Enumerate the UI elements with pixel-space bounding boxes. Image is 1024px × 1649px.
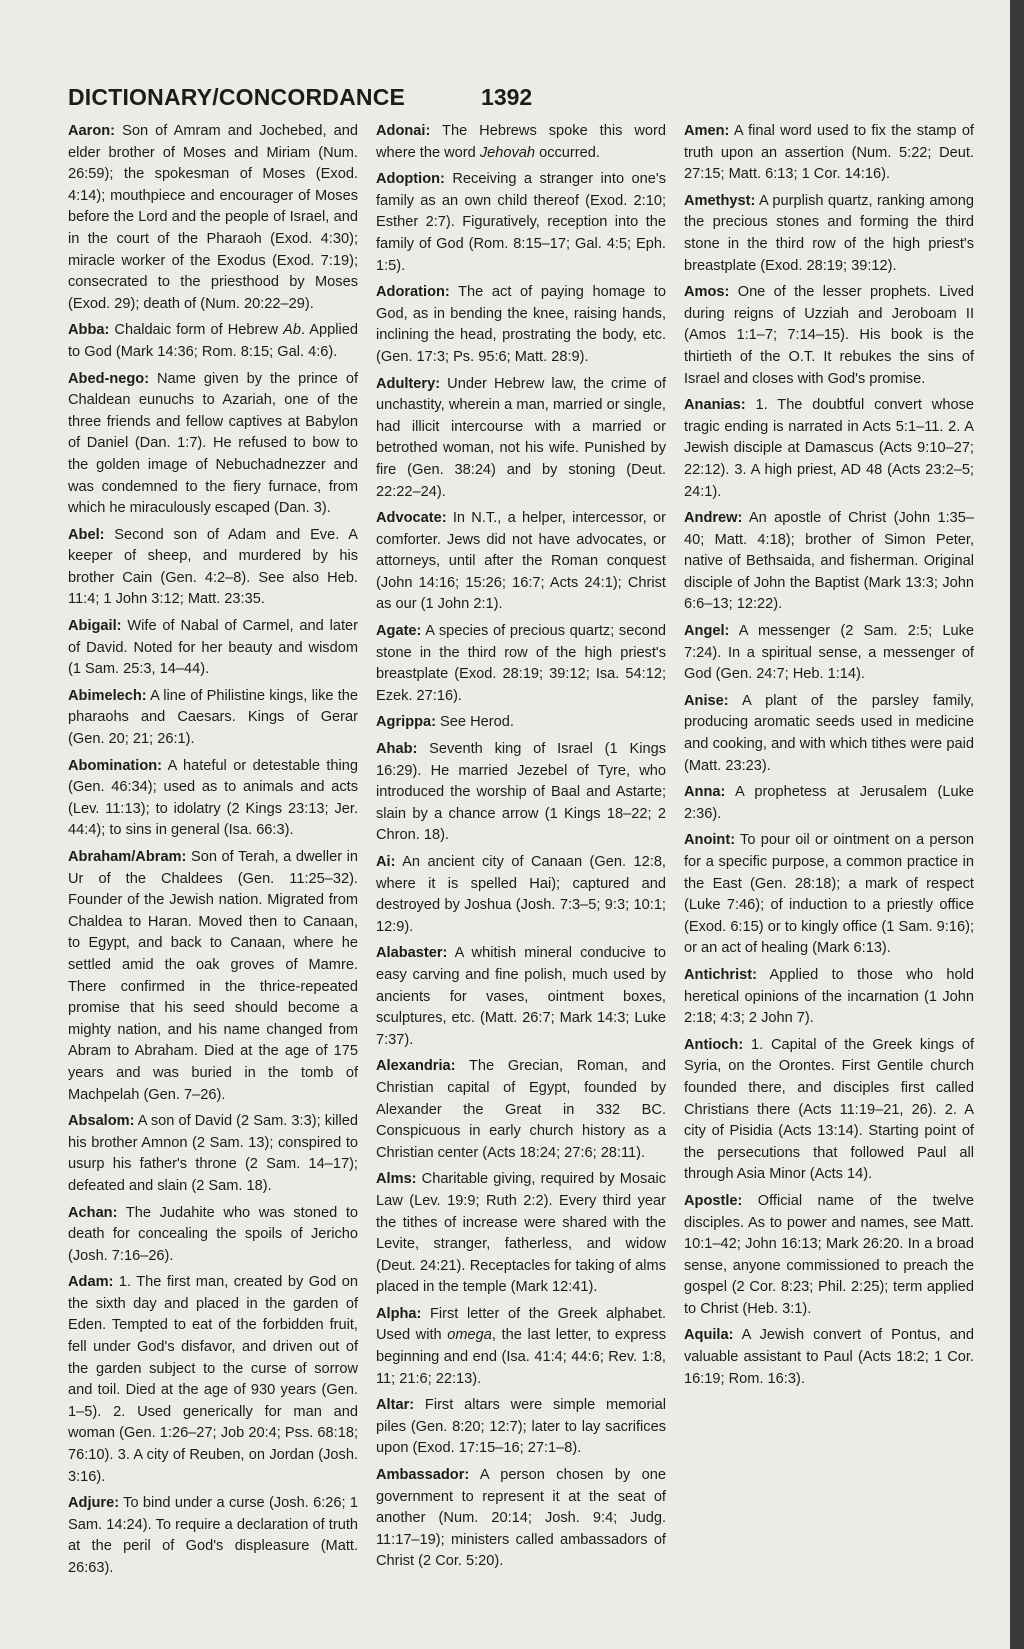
entry-definition: Son of Terah, a dweller in Ur of the Chaldees (Gen. 11:25–32). Founder of the Jewish nation. Migrated from Chaldea to Haran. Moved then to Canaan, to Egypt, and back to Canaan, where he settled amid the oak groves of Mamre. There confirmed in the thrice-repeated promise that his seed should become a mighty nation, and his name changed from Abram to Abraham. Died at the age of 175 years and was buried in the tomb of Machpelah (Gen. 7–26). [68,849,358,1103]
entry-definition: An ancient city of Canaan (Gen. 12:8, where it is spelled Hai); captured and destroyed by Joshua (Josh. 7:3–5; 9:3; 10:1; 12:9). [376,854,666,935]
dictionary-entry [684,782,974,825]
entry-definition: Applied to those who hold heretical opinions of the incarnation (1 John 2:18; 4:3; 2 John 7). [684,966,974,1027]
entry-term: Abigail: [68,618,122,635]
entry-definition: To bind under a curse (Josh. 6:26; 1 Sam. 14:24). To require a declaration of truth at the peril of God's displeasure (Matt. 26:63). [68,1495,358,1576]
entry-definition: A prophetess at Jerusalem (Luke 2:36). [684,784,974,822]
page-number: 1392 [481,84,533,110]
entry-term: Aquila: [684,1327,734,1344]
dictionary-entry [376,739,666,847]
entries-columns [68,121,974,1591]
entry-definition: A person chosen by one government to represent it at the seat of another (Num. 20:14; Josh. 9:4; Judg. 11:17–19); ministers called ambassadors of Christ (2 Cor. 5:20). [376,1467,666,1570]
dictionary-entry [68,1203,358,1268]
entry-term: Amethyst: [684,192,756,209]
dictionary-entry [684,282,974,390]
entry-definition: Under Hebrew law, the crime of unchastity, wherein a man, married or single, had illicit intercourse with a married or betrothed woman, not his wife. Punished by fire (Gen. 38:24) and by stoning (Deut. 22:22–24). [376,375,666,500]
entry-term: Alms: [376,1171,417,1188]
page-header [68,84,974,111]
entry-term: Adoption: [376,171,445,188]
entry-definition: One of the lesser prophets. Lived during reigns of Uzziah and Jeroboam II (Amos 1:1–7; 7:14–15). His book is the thirtieth of the O.T. It rebukes the sins of Israel and closes with God's promise. [684,284,974,387]
entry-term: Ambassador: [376,1467,470,1484]
entry-term: Adam: [68,1274,114,1291]
entry-term: Adonai: [376,123,431,139]
entry-term: Agate: [376,623,422,640]
entry-term: Achan: [68,1204,118,1221]
entry-term: Apostle: [684,1192,743,1209]
entry-definition: A hateful or detestable thing (Gen. 46:34); used as to animals and acts (Lev. 11:13); to idolatry (2 Kings 23:13; Jer. 44:4); to sins in general (Isa. 66:3). [68,757,358,839]
entry-term: Advocate: [376,510,447,527]
dictionary-entry [68,686,358,751]
entry-definition: A line of Philistine kings, like the pharaohs and Caesars. Kings of Gerar (Gen. 20; 21; 26:1). [68,687,358,748]
dictionary-entry [68,756,358,842]
dictionary-entry [376,852,666,938]
dictionary-entry [68,1272,358,1488]
dictionary-entry [684,191,974,277]
entry-definition: Seventh king of Israel (1 Kings 16:29). He married Jezebel of Tyre, who introduced the worship of Baal and Astarte; slain by a chance arrow (1 Kings 18–22; 2 Chron. 18). [376,741,666,844]
entry-definition: Charitable giving, required by Mosaic Law (Lev. 19:9; Ruth 2:2). Every third year the tithes of increase were shared with the Levite, stranger, fatherless, and widow (Deut. 24:21). Receptacles for taking of alms placed in the temple (Mark 12:41). [376,1171,666,1296]
entry-definition: The Grecian, Roman, and Christian capital of Egypt, founded by Alexander the Great in 332 BC. Conspicuous in early church history as a Christian center (Acts 18:24; 27:6; 28:11). [376,1058,666,1161]
entry-term: Absalom: [68,1113,135,1130]
dictionary-entry [376,169,666,277]
dictionary-entry [684,691,974,777]
entry-definition: A species of precious quartz; second stone in the third row of the high priest's breastplate (Exod. 28:19; 39:12; Isa. 54:12; Ezek. 27:16). [376,623,666,704]
entry-term: Anna: [684,784,726,801]
page-title: DICTIONARY/CONCORDANCE [68,84,406,110]
entry-definition: Second son of Adam and Eve. A keeper of sheep, and murdered by his brother Cain (Gen. 4:2–8). See also Heb. 11:4; 1 John 3:12; Matt. 23:35. [68,526,358,608]
dictionary-entry [376,1465,666,1573]
entry-term: Anoint: [684,832,736,849]
entry-definition: 1. The doubtful convert whose tragic ending is narrated in Acts 5:1–11. 2. A Jewish disciple at Damascus (Acts 9:10–27; 22:12). 3. A high priest, AD 48 (Acts 23:2–5; 24:1). [684,397,974,500]
entry-definition: A messenger (2 Sam. 2:5; Luke 7:24). In a spiritual sense, a messenger of God (Gen. 24:7; Heb. 1:14). [684,623,974,683]
entry-term: Antioch: [684,1036,744,1053]
dictionary-entry [376,282,666,368]
entry-term: Abraham/Abram: [68,849,187,865]
entry-term: Alpha: [376,1305,422,1322]
entry-term: Angel: [684,623,730,640]
dictionary-entry [684,395,974,503]
dictionary-entry [376,374,666,504]
entry-term: Abed-nego: [68,370,150,387]
dictionary-entry [684,621,974,686]
entry-term: Alexandria: [376,1058,456,1075]
entry-term: Adjure: [68,1495,120,1512]
entry-definition: 1. Capital of the Greek kings of Syria, on the Orontes. First Gentile church founded there, and disciples first called Christians there (Acts 11:19–21, 26). 2. A city of Pisidia (Acts 13:14). Starting point of the persecutions that followed Paul all through Asia Minor (Acts 14). [684,1036,974,1183]
entry-term: Abimelech: [68,687,147,704]
entry-term: Andrew: [684,510,743,527]
entry-definition: Wife of Nabal of Carmel, and later of David. Noted for her beauty and wisdom (1 Sam. 25:3, 14–44). [68,618,358,678]
entry-term: Aaron: [68,123,116,139]
dictionary-entry [68,1111,358,1197]
entry-term: Abel: [68,526,105,543]
entry-definition: The Hebrews spoke this word where the word Jehovah occurred. [376,123,666,161]
dictionary-entry [376,1169,666,1299]
entry-definition: A final word used to fix the stamp of truth upon an assertion (Num. 5:22; Deut. 27:15; Matt. 6:13; 1 Cor. 14:16). [684,123,974,183]
entry-definition: First letter of the Greek alphabet. Used with omega, the last letter, to express beginning and end (Isa. 41:4; 44:6; Rev. 1:8, 11; 21:6; 22:13). [376,1305,666,1387]
entry-term: Ananias: [684,397,746,414]
dictionary-entry [68,616,358,681]
entry-term: Amen: [684,123,730,139]
dictionary-entry [684,965,974,1030]
entry-definition: Name given by the prince of Chaldean eunuchs to Azariah, one of the three friends and fellow captives at Babylon of Daniel (Dan. 1:7). He refused to bow to the golden image of Nebuchadnezzer and was condemned to the fiery furnace, from which he miraculously escaped (Dan. 3). [68,370,358,517]
dictionary-entry [684,121,974,186]
dictionary-entry [376,1056,666,1164]
entry-term: Adoration: [376,284,450,301]
entry-term: Altar: [376,1397,415,1414]
entry-definition: Chaldaic form of Hebrew Ab. Applied to God (Mark 14:36; Rom. 8:15; Gal. 4:6). [68,322,358,360]
dictionary-entry [376,1395,666,1460]
entry-definition: See Herod. [436,714,514,731]
dictionary-entry [68,1493,358,1579]
dictionary-entry [68,847,358,1106]
dictionary-entry [376,943,666,1051]
entry-term: Agrippa: [376,714,436,731]
entry-definition: Official name of the twelve disciples. As to power and names, see Matt. 10:1–42; John 16:13; Mark 26:20. In a broad sense, anyone commissioned to preach the gospel (2 Cor. 8:23; Phil. 2:25); term applied to Christ (Heb. 3:1). [684,1192,974,1317]
dictionary-entry [684,508,974,616]
entry-definition: A son of David (2 Sam. 3:3); killed his brother Amnon (2 Sam. 13); conspired to usurp his father's throne (2 Sam. 14–17); defeated and slain (2 Sam. 18). [68,1113,358,1194]
entry-definition: To pour oil or ointment on a person for a specific purpose, a common practice in the East (Gen. 28:18); a mark of respect (Luke 7:46); of induction to a priestly office (Exod. 6:15) or to kingly office (1 Sam. 9:16); or an act of healing (Mark 6:13). [684,832,974,957]
dictionary-entry [376,712,666,734]
entry-term: Alabaster: [376,945,448,962]
dictionary-entry [684,830,974,960]
dictionary-entry [684,1191,974,1321]
dictionary-entry [376,508,666,616]
entry-definition: 1. The first man, created by God on the sixth day and placed in the garden of Eden. Tempted to eat of the forbidden fruit, fell under God's disfavor, and driven out of the garden subject to the curse of sorrow and toil. Died at the age of 930 years (Gen. 1–5). 2. Used generically for man and woman (Gen. 1:26–27; Job 20:4; Pss. 68:18; 76:10). 3. A city of Reuben, on Jordan (Josh. 3:16). [68,1274,358,1485]
entry-definition: The Judahite who was stoned to death for concealing the spoils of Jericho (Josh. 7:16–26). [68,1204,358,1264]
dictionary-entry [68,320,358,363]
entry-term: Amos: [684,284,730,301]
entry-definition: Son of Amram and Jochebed, and elder brother of Moses and Miriam (Num. 26:59); the spokesman of Moses (Exod. 4:14); mouthpiece and encourager of Moses before the Lord and the people of Israel, and in the court of the Pharaoh (Exod. 4:30); miracle worker of the Exodus (Exod. 7:19); consecrated to the priesthood by Moses (Exod. 29); death of (Num. 20:22–29). [68,123,358,312]
entry-term: Ai: [376,854,396,870]
entry-term: Antichrist: [684,966,757,983]
dictionary-entry [68,121,358,315]
entry-term: Adultery: [376,375,441,392]
entry-term: Ahab: [376,741,418,758]
dictionary-entry [68,525,358,611]
entry-definition: A Jewish convert of Pontus, and valuable assistant to Paul (Acts 18:2; 1 Cor. 16:19; Rom. 16:3). [684,1327,974,1387]
entry-definition: A purplish quartz, ranking among the precious stones and forming the third stone in the third row of the high priest's breastplate (Exod. 28:19; 39:12). [684,192,974,274]
dictionary-entry [376,1304,666,1390]
entry-definition: Receiving a stranger into one's family as an own child thereof (Exod. 2:10; Esther 2:7). Figuratively, reception into the family of God (Rom. 8:15–17; Gal. 4:5; Eph. 1:5). [376,171,666,274]
entry-definition: In N.T., a helper, intercessor, or comforter. Jews did not have advocates, or attorneys, until after the Roman conquest (John 14:16; 15:26; 16:7; Acts 24:1); Christ as our (1 John 2:1). [376,510,666,613]
entry-definition: A whitish mineral conducive to easy carving and fine polish, much used by ancients for vases, ointment boxes, sculptures, etc. (Matt. 26:7; Mark 14:3; Luke 7:37). [376,945,666,1048]
entry-definition: A plant of the parsley family, producing aromatic seeds used in medicine and cooking, and with which tithes were paid (Matt. 23:23). [684,692,974,774]
entry-definition: The act of paying homage to God, as in bending the knee, raising hands, inclining the head, prostrating the body, etc. (Gen. 17:3; Ps. 95:6; Matt. 28:9). [376,284,666,365]
dictionary-entry [376,621,666,707]
entry-term: Anise: [684,692,729,709]
entry-term: Abba: [68,322,110,339]
dictionary-entry [684,1325,974,1390]
dictionary-entry [68,369,358,520]
dictionary-entry [684,1035,974,1186]
entry-definition: First altars were simple memorial piles (Gen. 8:20; 12:7); later to lay sacrifices upon (Exod. 17:15–16; 27:1–8). [376,1397,666,1457]
dictionary-entry [376,121,666,164]
entry-definition: An apostle of Christ (John 1:35–40; Matt. 4:18); brother of Simon Peter, native of Bethsaida, and fisherman. Original disciple of John the Baptist (Mark 13:3; John 6:6–13; 12:22). [684,510,974,613]
entry-term: Abomination: [68,757,163,774]
